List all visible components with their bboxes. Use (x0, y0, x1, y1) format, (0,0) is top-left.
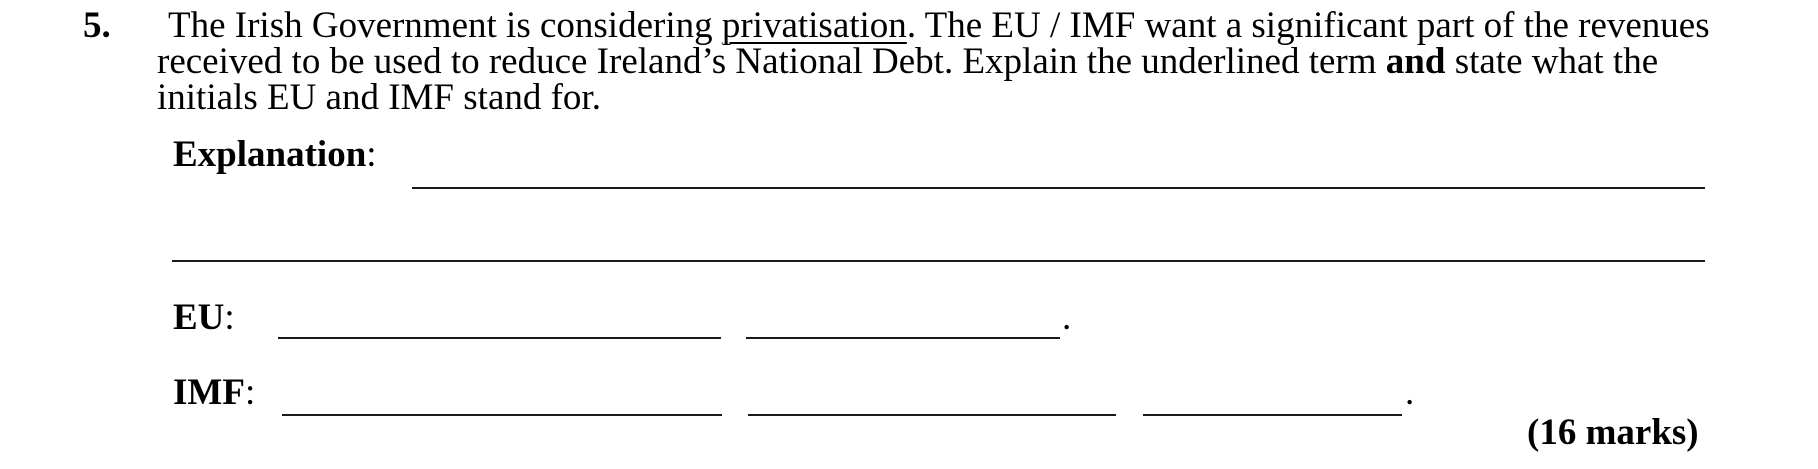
explanation-blank-line-1 (412, 187, 1705, 189)
eu-period: . (1062, 297, 1072, 338)
imf-label (173, 374, 255, 412)
explanation-label (173, 136, 377, 174)
marks-label: (16 marks) (1527, 412, 1699, 453)
imf-label-word: IMF (173, 372, 245, 413)
question-text (157, 5, 1710, 118)
question-line-1 (157, 5, 1710, 46)
eu-label-colon: : (224, 297, 235, 338)
imf-period: . (1405, 372, 1415, 413)
question-line-2 (157, 41, 1710, 82)
explanation-label-colon: : (366, 134, 377, 175)
question-line-2-post: state what the (1445, 41, 1659, 82)
imf-label-colon: : (244, 372, 256, 413)
imf-blank-3 (1143, 414, 1402, 416)
imf-blank-2 (748, 414, 1116, 416)
question-line-2-pre: received to be used to reduce Ireland’s National Debt. Explain the underlined term (157, 41, 1386, 82)
eu-label (173, 299, 235, 337)
eu-blank-2 (746, 337, 1060, 339)
eu-blank-1 (278, 337, 721, 339)
underlined-term: privatisation (721, 5, 907, 46)
bold-and-word: and (1385, 41, 1446, 82)
question-line-3: initials EU and IMF stand for. (157, 77, 601, 118)
explanation-blank-line-2 (172, 260, 1705, 262)
question-line-1-post: . The EU / IMF want a significant part of the revenues (906, 5, 1710, 46)
eu-label-word: EU (173, 297, 225, 338)
question-number: 5. (83, 5, 111, 46)
question-line-1-pre: The Irish Government is considering (168, 5, 722, 46)
explanation-label-word: Explanation (173, 134, 367, 175)
imf-blank-1 (282, 414, 722, 416)
